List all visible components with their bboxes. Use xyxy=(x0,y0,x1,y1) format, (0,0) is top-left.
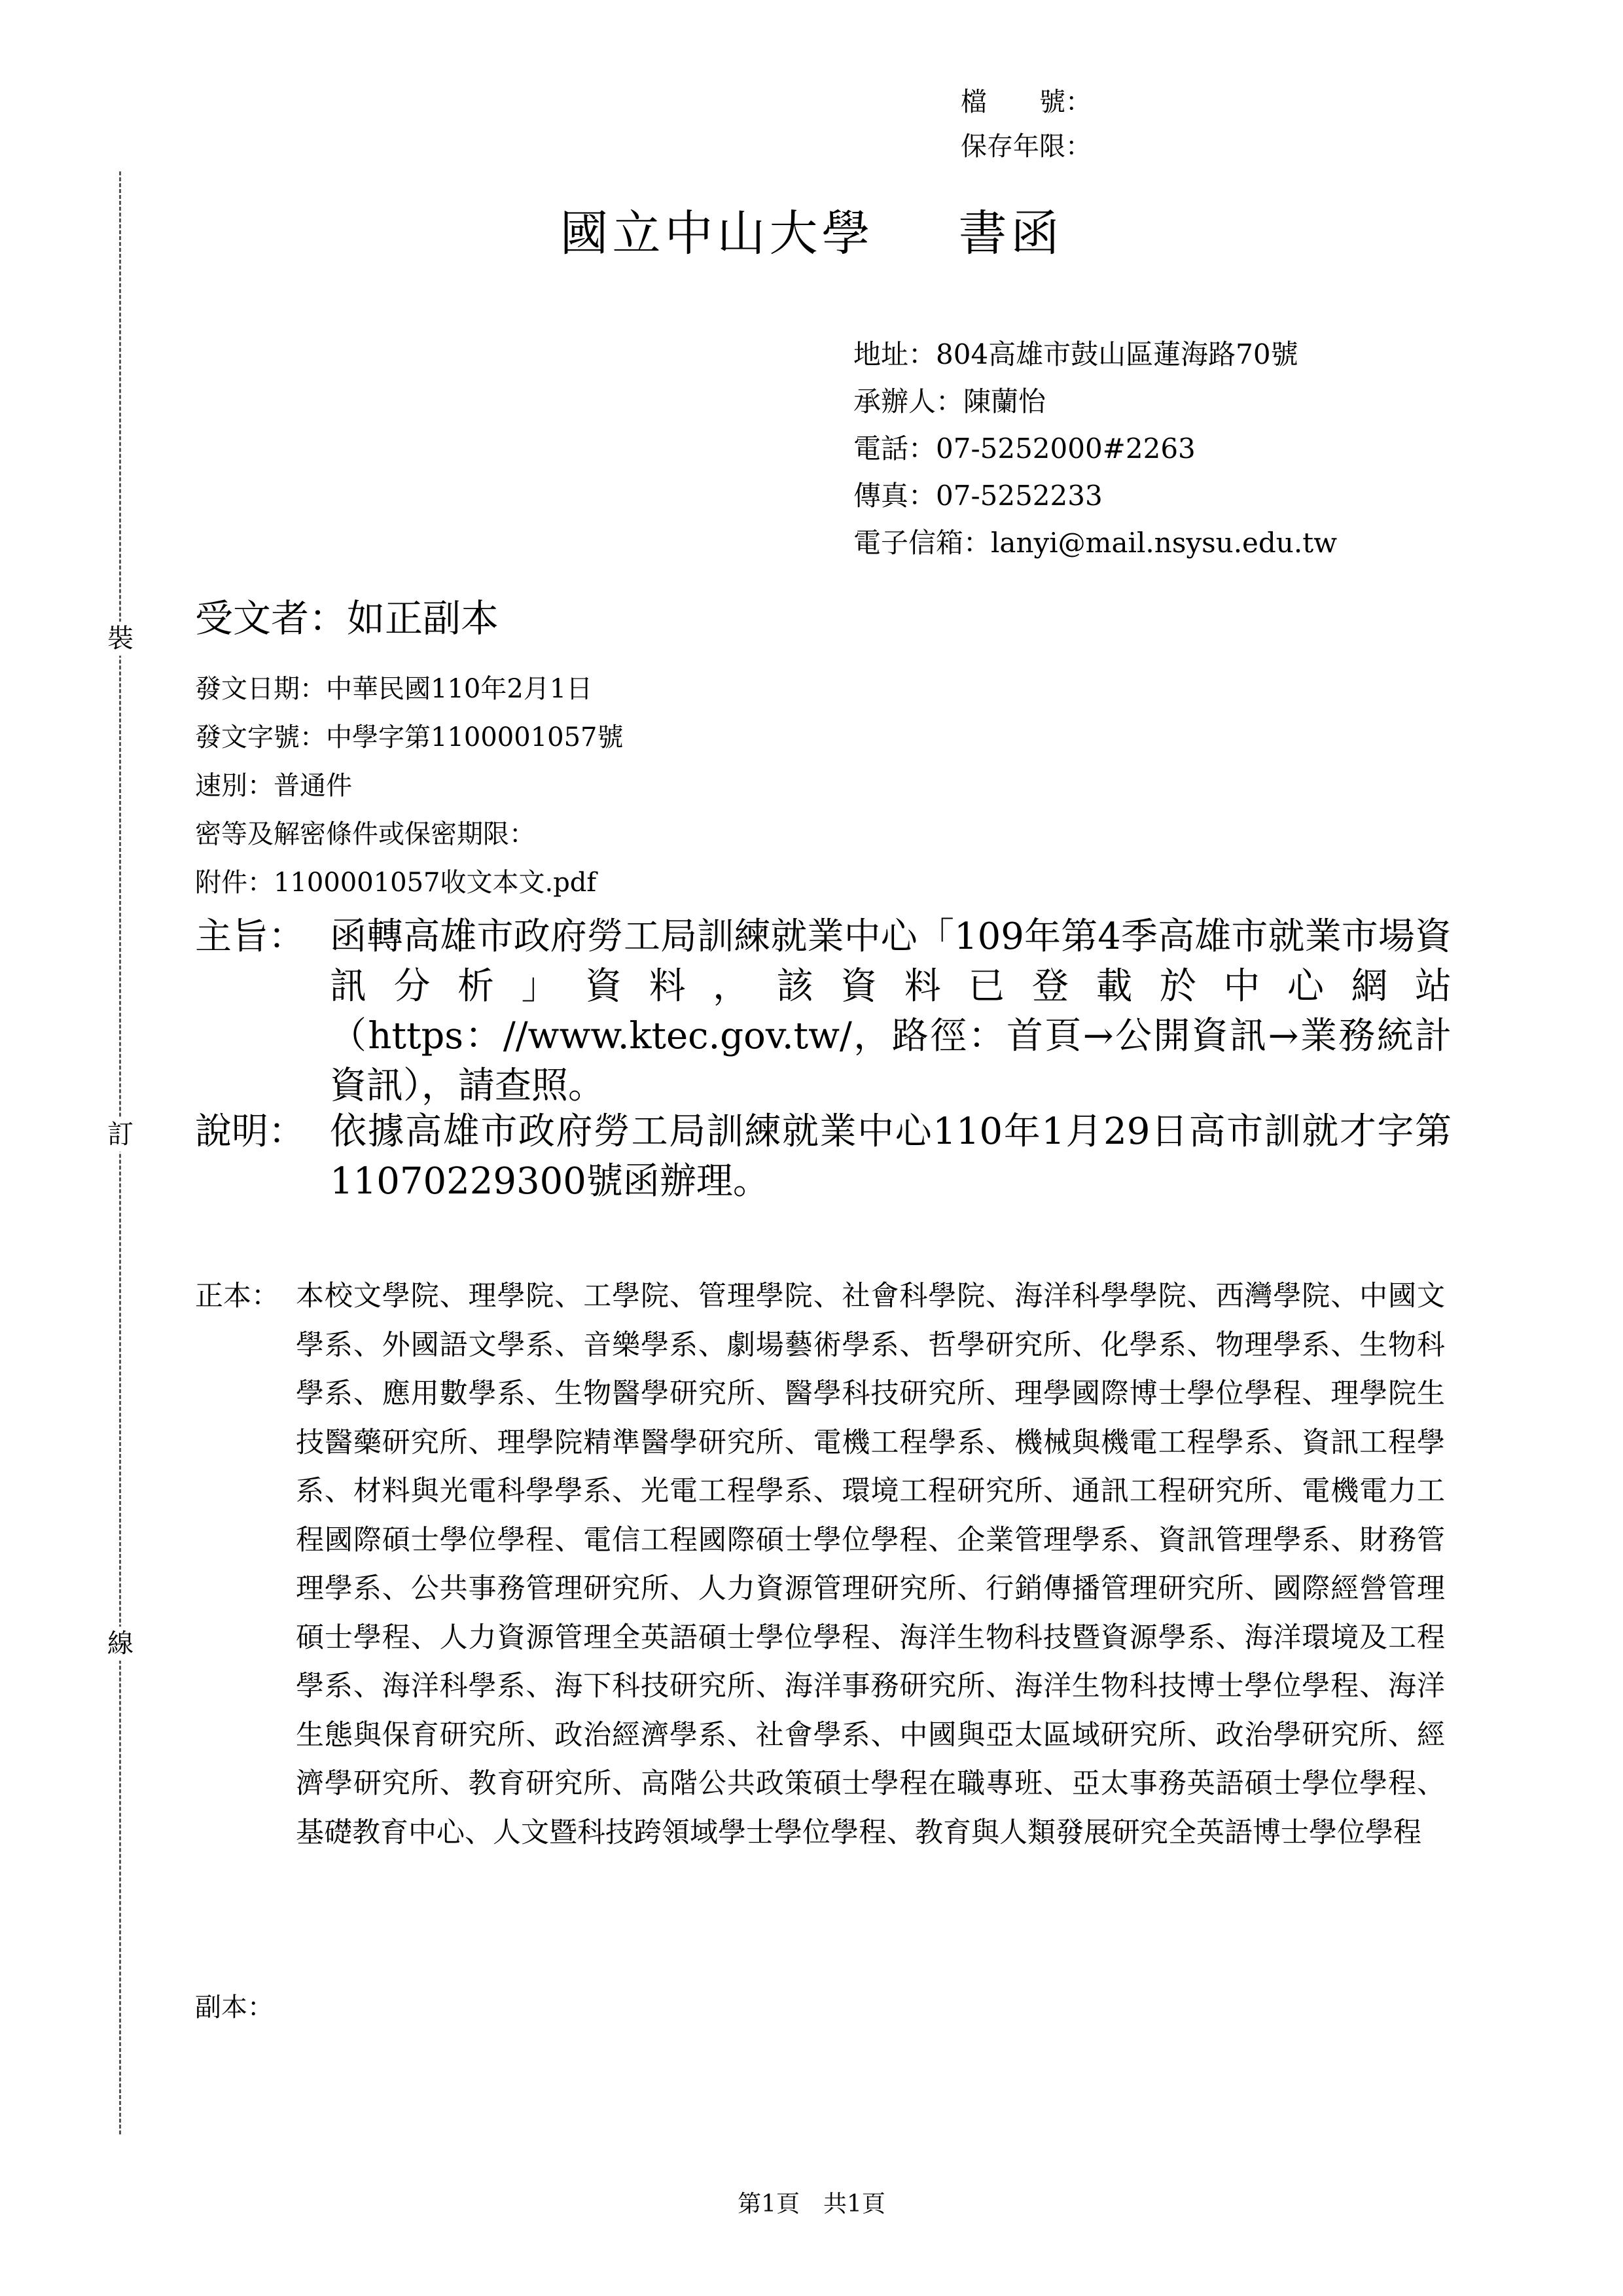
binding-mark-ding: 訂 xyxy=(107,1118,134,1152)
document-meta xyxy=(195,665,624,907)
attachment: 附件：1100001057收文本文.pdf xyxy=(195,868,597,898)
cc-label: 副本： xyxy=(195,1992,274,2022)
retention-period-label: 保存年限： xyxy=(961,132,1092,162)
subject-text: 函轉高雄市政府勞工局訓練就業中心「109年第4季高雄市就業市場資訊分析」資料，該資料已登載於中心網站（https：//www.ktec.gov.tw/，路徑：首頁→公開資訊→業務統計資訊），請查照。 xyxy=(330,915,1452,1107)
secrecy-level: 密等及解密條件或保密期限： xyxy=(195,819,535,849)
fax: 傳真：07-5252233 xyxy=(853,480,1103,512)
distribution-label: 正本： xyxy=(195,1280,279,1313)
subject-label: 主旨： xyxy=(195,915,305,958)
file-number-label: 檔 號： xyxy=(961,87,1092,117)
binding-mark-xian: 線 xyxy=(107,1627,134,1661)
explanation-text: 依據高雄市政府勞工局訓練就業中心110年1月29日高市訓就才字第11070229300號函辦理。 xyxy=(330,1110,1452,1203)
recipient: 受文者：如正副本 xyxy=(195,596,499,641)
phone: 電話：07-5252000#2263 xyxy=(853,433,1196,465)
document-title xyxy=(0,195,1623,264)
issue-date: 發文日期：中華民國110年2月1日 xyxy=(195,674,593,704)
document-type: 書函 xyxy=(958,205,1063,262)
subject-section xyxy=(195,912,1452,1111)
binding-line xyxy=(119,171,121,2134)
organization-name: 國立中山大學 xyxy=(560,205,874,262)
email: 電子信箱：lanyi@mail.nsysu.edu.tw xyxy=(853,527,1338,559)
distribution-section xyxy=(195,1272,1445,1857)
delivery-speed: 速別：普通件 xyxy=(195,771,352,801)
page-number: 第1頁 共1頁 xyxy=(738,2191,885,2217)
handler: 承辦人：陳蘭怡 xyxy=(853,385,1046,417)
explanation-section xyxy=(195,1107,1452,1207)
reference-number: 發文字號：中學字第1100001057號 xyxy=(195,722,624,752)
explanation-label: 說明： xyxy=(195,1110,305,1153)
binding-mark-zhuang: 裝 xyxy=(107,622,134,656)
distribution-list: 本校文學院、理學院、工學院、管理學院、社會科學院、海洋科學學院、西灣學院、中國文學系、外國語文學系、音樂學系、劇場藝術學系、哲學研究所、化學系、物理學系、生物科學系、應用數學系、生物醫學研究所、醫學科技研究所、理學國際博士學位學程、理學院生技醫藥研究所、理學院精準醫學研究所、電機工程學系、機械與機電工程學系、資訊工程學系、材料與光電科學學系、光電工程學系、環境工程研究所、通訊工程研究所、電機電力工程國際碩士學位學程、電信工程國際碩士學位學程、企業管理學系、資訊管理學系、財務管理學系、公共事務管理研究所、人力資源管理研究所、行銷傳播管理研究所、國際經營管理碩士學程、人力資源管理全英語碩士學位學程、海洋生物科技暨資源學系、海洋環境及工程學系、海洋科學系、海下科技研究所、海洋事務研究所、海洋生物科技博士學位學程、海洋生態與保育研究所、政治經濟學系、社會學系、中國與亞太區域研究所、政治學研究所、經濟學研究所、教育研究所、高階公共政策碩士學程在職專班、亞太事務英語碩士學位學程、基礎教育中心、人文暨科技跨領域學士學位學程、教育與人類發展研究全英語博士學位學程 xyxy=(296,1280,1445,1849)
address: 地址：804高雄市鼓山區蓮海路70號 xyxy=(853,338,1298,370)
filing-info xyxy=(961,80,1092,169)
contact-info xyxy=(853,331,1337,567)
